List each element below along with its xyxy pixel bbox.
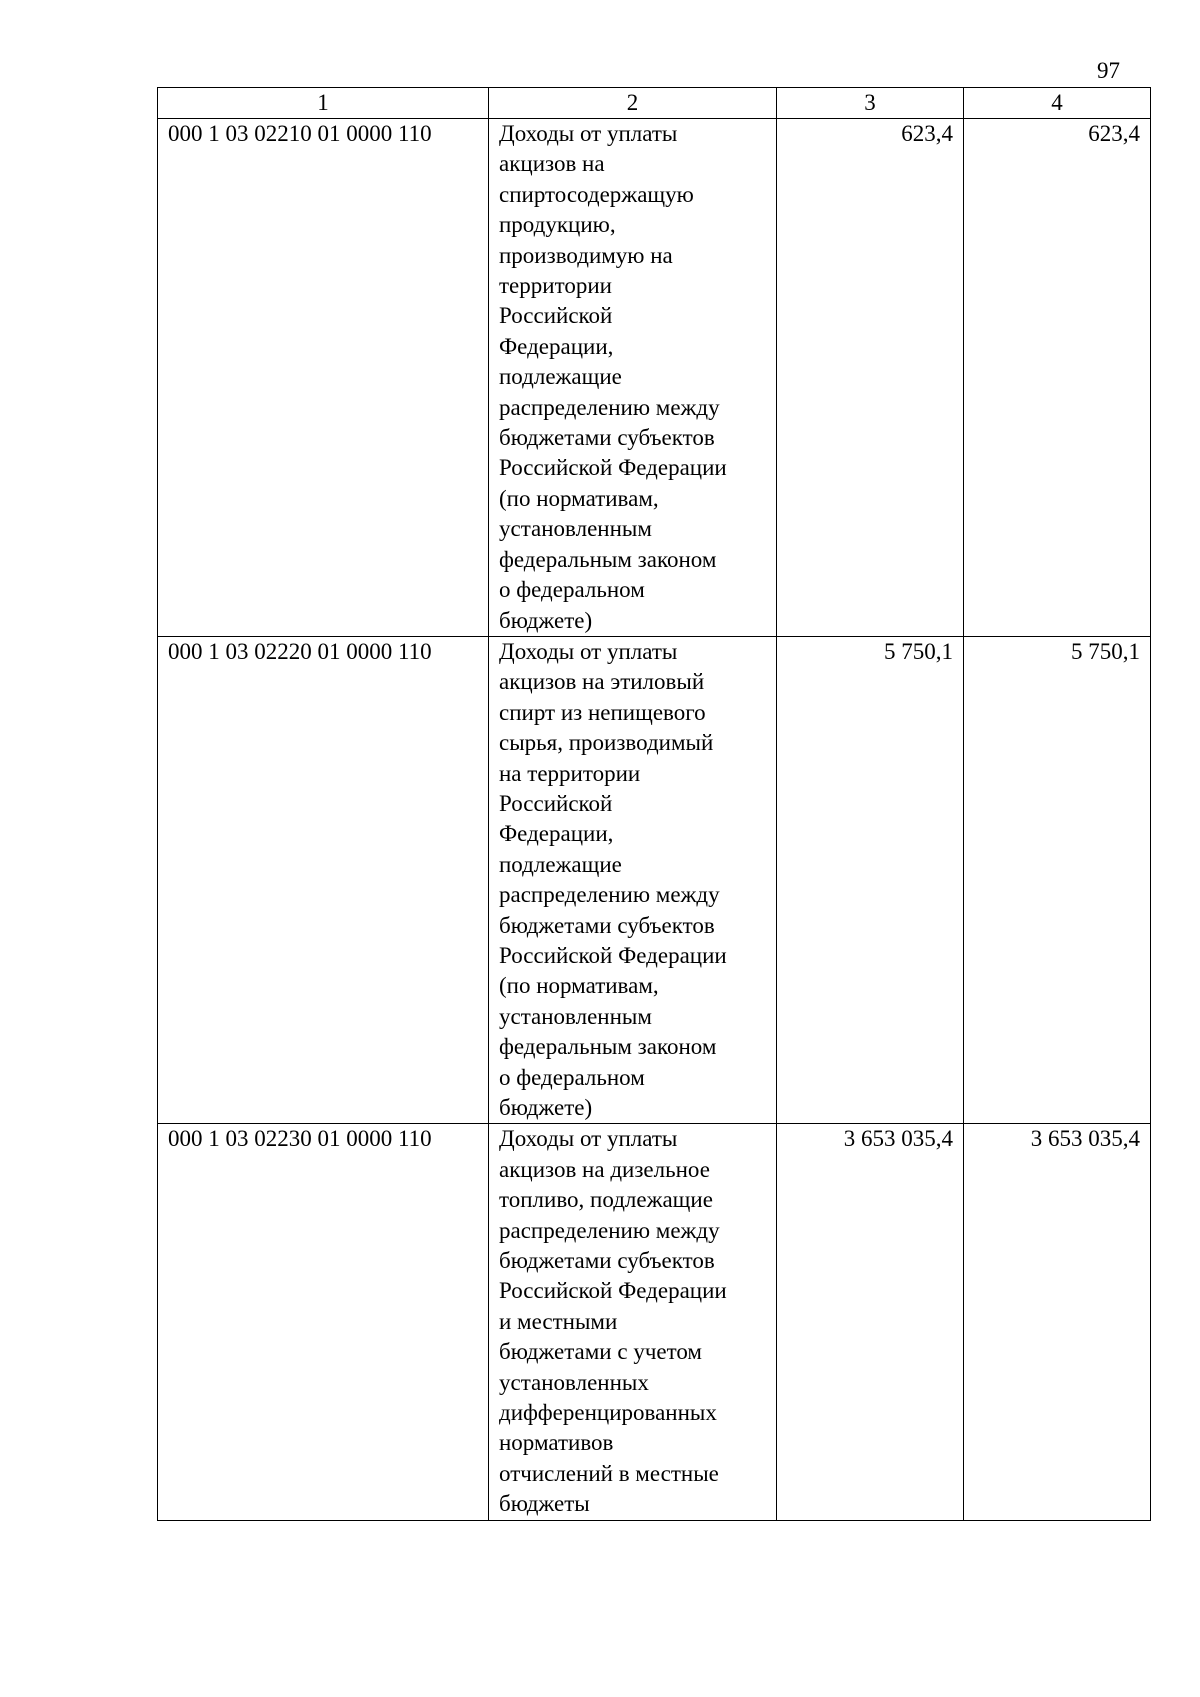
header-row	[158, 88, 1151, 119]
budget-table	[157, 87, 1151, 1521]
amount-col-3: 5 750,1	[777, 636, 964, 1124]
income-description: Доходы от уплаты акцизов на этиловый спирт из непищевого сырья, производимый на территории Российской Федерации, подлежащие распределению между бюджетами субъектов Российской Федерации (по нормативам, установленным федеральным законом о федеральном бюджете)	[489, 636, 777, 1124]
budget-code: 000 1 03 02210 01 0000 110	[158, 119, 489, 637]
page-number: 97	[1097, 58, 1120, 83]
header-col-4: 4	[964, 88, 1151, 119]
amount-col-4: 3 653 035,4	[964, 1124, 1151, 1520]
amount-col-4: 5 750,1	[964, 636, 1151, 1124]
table-row	[158, 636, 1151, 1124]
table-row	[158, 1124, 1151, 1520]
table-row	[158, 119, 1151, 637]
amount-col-3: 3 653 035,4	[777, 1124, 964, 1520]
budget-code: 000 1 03 02220 01 0000 110	[158, 636, 489, 1124]
budget-code: 000 1 03 02230 01 0000 110	[158, 1124, 489, 1520]
header-col-3: 3	[777, 88, 964, 119]
income-description: Доходы от уплаты акцизов на дизельное топливо, подлежащие распределению между бюджетами субъектов Российской Федерации и местными бюджетами с учетом установленных дифференцированных нормативов отчислений в местные бюджеты	[489, 1124, 777, 1520]
income-description: Доходы от уплаты акцизов на спиртосодержащую продукцию, производимую на территории Российской Федерации, подлежащие распределению между бюджетами субъектов Российской Федерации (по нормативам, установленным федеральным законом о федеральном бюджете)	[489, 119, 777, 637]
header-col-2: 2	[489, 88, 777, 119]
header-col-1: 1	[158, 88, 489, 119]
amount-col-4: 623,4	[964, 119, 1151, 637]
amount-col-3: 623,4	[777, 119, 964, 637]
